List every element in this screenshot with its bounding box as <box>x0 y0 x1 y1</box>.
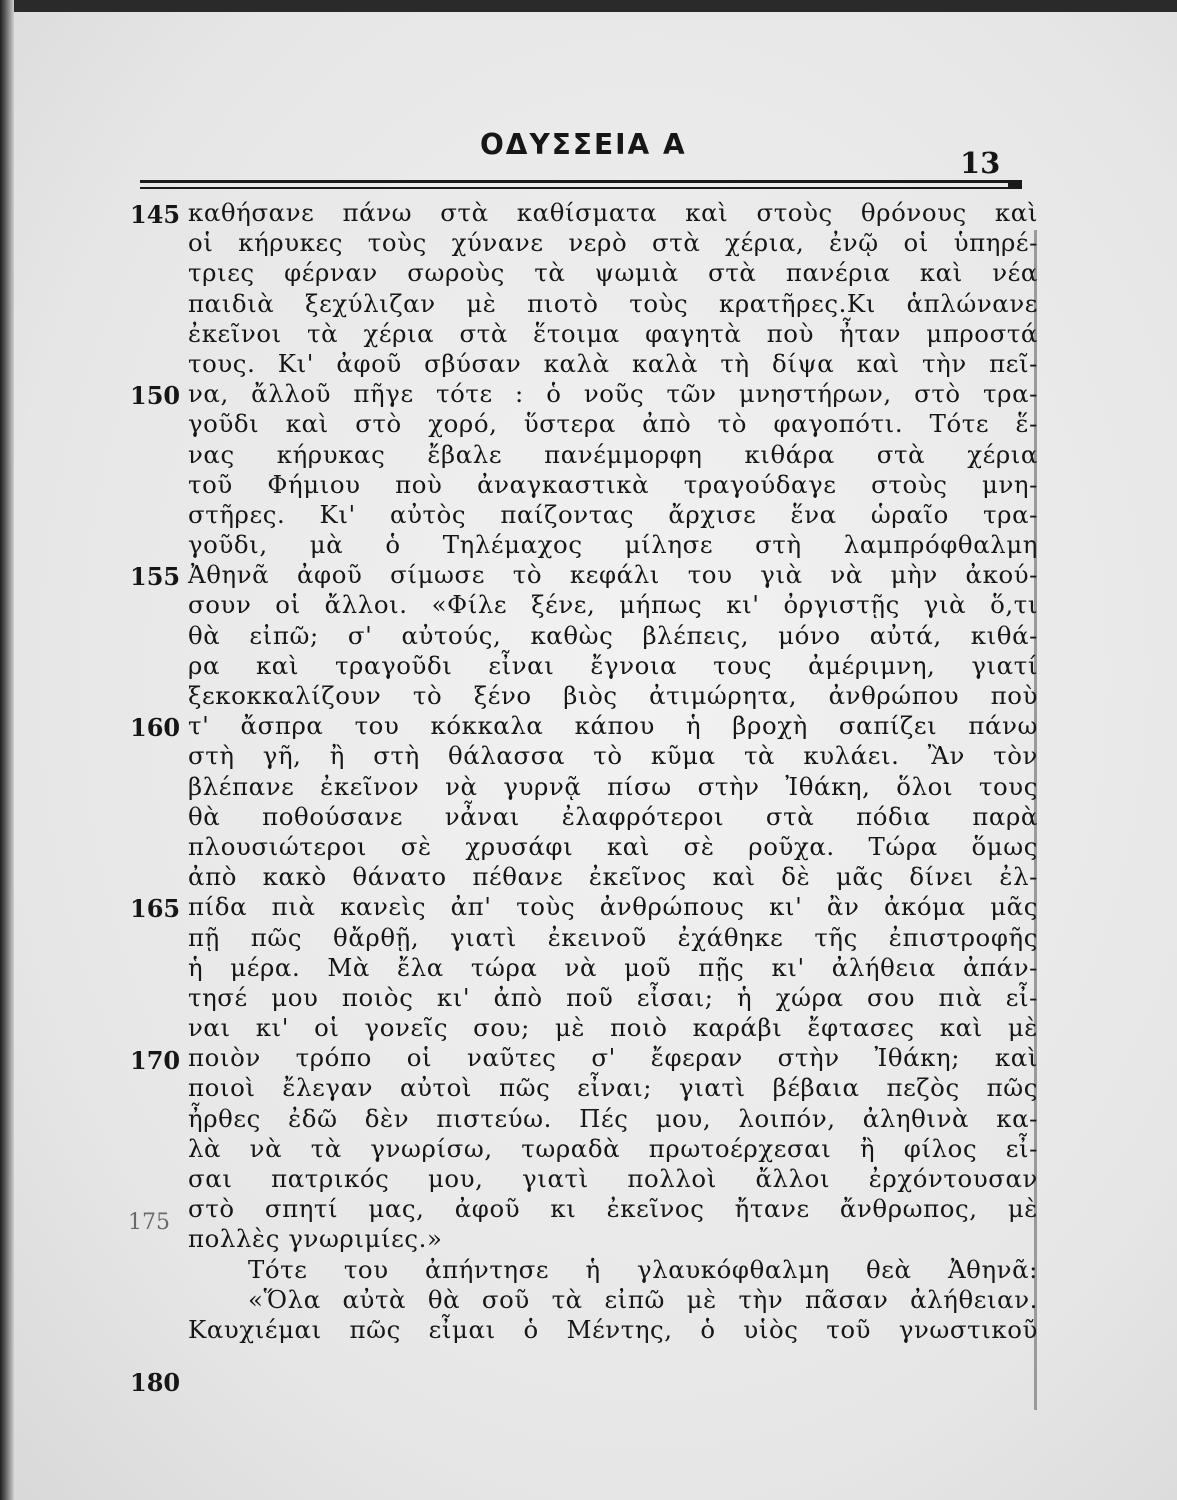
text-line: πλουσιώτεροι σὲ χρυσάφι καὶ σὲ ροῦχα. Τώρα ὅμως <box>188 831 1038 861</box>
text-line: τ' ἄσπρα του κόκκαλα κάπου ἡ βροχὴ σαπίζει πάνω <box>188 711 1038 741</box>
text-line: ἡ μέρα. Μὰ ἔλα τώρα νὰ μοῦ πῇς κι' ἀλήθεια ἀπάν- <box>188 952 1038 982</box>
text-line: ποιοὶ ἔλεγαν αὐτοὶ πῶς εἶναι; γιατὶ βέβαια πεζὸς πῶς <box>188 1073 1038 1103</box>
text-line: ἐκεῖνοι τὰ χέρια στὰ ἕτοιμα φαγητὰ ποὺ ἦταν μπροστά <box>188 318 1038 348</box>
running-header: ΟΔΥΣΣΕΙΑ Α <box>480 128 687 161</box>
text-line: να, ἄλλοῦ πῆγε τότε : ὁ νοῦς τῶν μνηστήρων, στὸ τρα- <box>188 379 1038 409</box>
line-number-170: 170 <box>130 1046 181 1075</box>
text-line: πίδα πιὰ κανεὶς ἀπ' τοὺς ἀνθρώπους κι' ἂν ἀκόμα μᾶς <box>188 892 1038 922</box>
line-number-165: 165 <box>130 894 181 923</box>
text-line: λὰ νὰ τὰ γνωρίσω, τωραδὰ πρωτοέρχεσαι ἢ φίλος εἶ- <box>188 1133 1038 1163</box>
text-line: Καυχιέμαι πῶς εἶμαι ὁ Μέντης, ὁ υἱὸς τοῦ γνωστικοῦ <box>188 1314 1038 1344</box>
scan-left-edge <box>0 0 14 1500</box>
text-line: ναι κι' οἱ γονεῖς σου; μὲ ποιὸ καράβι ἔφτασες καὶ μὲ <box>188 1013 1038 1043</box>
text-line: Ἀθηνᾶ ἀφοῦ σίμωσε τὸ κεφάλι του γιὰ νὰ μὴν ἀκού- <box>188 560 1038 590</box>
text-line: στῆρες. Κι' αὐτὸς παίζοντας ἄρχισε ἕνα ὡραῖο τρα- <box>188 499 1038 529</box>
text-line: στὸ σπητί μας, ἀφοῦ κι ἐκεῖνος ἤτανε ἄνθρωπος, μὲ <box>188 1194 1038 1224</box>
text-line: ἀπὸ κακὸ θάνατο πέθανε ἐκεῖνος καὶ δὲ μᾶς δίνει ἐλ- <box>188 862 1038 892</box>
header-rule-end <box>1008 180 1022 189</box>
text-line: ξεκοκκαλίζουν τὸ ξένο βιὸς ἀτιμώρητα, ἀνθρώπου ποὺ <box>188 681 1038 710</box>
header-rule-thin <box>140 187 1020 189</box>
line-number-150: 150 <box>130 381 181 410</box>
line-number-180: 180 <box>130 1368 181 1397</box>
text-line: ποιὸν τρόπο οἱ ναῦτες σ' ἔφεραν στὴν Ἰθάκη; καὶ <box>188 1043 1038 1073</box>
page-number: 13 <box>960 146 1001 180</box>
scan-top-edge <box>0 0 1177 12</box>
faded-line-number-175: 175 <box>128 1210 170 1235</box>
text-line: Τότε του ἀπήντησε ἡ γλαυκόφθαλμη θεὰ Ἀθηνᾶ: <box>248 1254 1038 1284</box>
line-number-145: 145 <box>130 200 181 229</box>
text-line: θὰ ποθούσανε νἆναι ἐλαφρότεροι στὰ πόδια παρὰ <box>188 801 1038 831</box>
text-line: γοῦδι, μὰ ὁ Τηλέμαχος μίλησε στὴ λαμπρόφθαλμη <box>188 530 1038 560</box>
body-text <box>188 198 1038 1345</box>
line-number-160: 160 <box>130 713 181 742</box>
text-line: ρα καὶ τραγοῦδι εἶναι ἔγνοια τους ἀμέριμνη, γιατί <box>188 650 1038 680</box>
text-line: βλέπανε ἐκεῖνον νὰ γυρνᾷ πίσω στὴν Ἰθάκη, ὅλοι τους <box>188 771 1038 801</box>
text-line: σουν οἱ ἄλλοι. «Φίλε ξένε, μήπως κι' ὀργιστῇς γιὰ ὅ,τι <box>188 590 1038 620</box>
text-line: στὴ γῆ, ἢ στὴ θάλασσα τὸ κῦμα τὰ κυλάει. Ἂν τὸν <box>188 741 1038 771</box>
text-line: τησέ μου ποιὸς κι' ἀπὸ ποῦ εἶσαι; ἡ χώρα σου πιὰ εἶ- <box>188 982 1038 1012</box>
text-line: θὰ εἰπῶ; σ' αὐτούς, καθὼς βλέπεις, μόνο αὐτά, κιθά- <box>188 620 1038 650</box>
text-line: τοῦ Φήμιου ποὺ ἀναγκαστικὰ τραγούδαγε στοὺς μνη- <box>188 469 1038 499</box>
text-line: τριες φέρναν σωροὺς τὰ ψωμιὰ στὰ πανέρια καὶ νέα <box>188 258 1038 288</box>
text-line: τους. Κι' ἀφοῦ σβύσαν καλὰ καλὰ τὴ δίψα καὶ τὴν πεῖ- <box>188 348 1038 378</box>
text-line: ἦρθες ἐδῶ δὲν πιστεύω. Πές μου, λοιπόν, ἀληθινὰ κα- <box>188 1103 1038 1133</box>
text-line: νας κήρυκας ἔβαλε πανέμμορφη κιθάρα στὰ χέρια <box>188 439 1038 469</box>
line-number-155: 155 <box>130 562 181 591</box>
text-line: οἱ κήρυκες τοὺς χύνανε νερὸ στὰ χέρια, ἐνῷ οἱ ὑπηρέ- <box>188 228 1038 258</box>
text-line: σαι πατρικός μου, γιατὶ πολλοὶ ἄλλοι ἐρχόντουσαν <box>188 1164 1038 1193</box>
text-line: πῇ πῶς θἄρθῇ, γιατὶ ἐκεινοῦ ἐχάθηκε τῆς ἐπιστροφῆς <box>188 922 1038 952</box>
text-line: «Ὅλα αὐτὰ θὰ σοῦ τὰ εἰπῶ μὲ τὴν πᾶσαν ἀλήθειαν. <box>248 1284 1038 1314</box>
text-line: πολλὲς γνωριμίες.» <box>188 1224 443 1254</box>
text-line: γοῦδι καὶ στὸ χορό, ὕστερα ἀπὸ τὸ φαγοπότι. Τότε ἕ- <box>188 409 1038 439</box>
text-line: παιδιὰ ξεχύλιζαν μὲ πιοτὸ τοὺς κρατῆρες.Κι ἁπλώνανε <box>188 288 1038 318</box>
text-line: καθήσανε πάνω στὰ καθίσματα καὶ στοὺς θρόνους καὶ <box>188 198 1038 227</box>
header-rule-thick <box>140 180 1020 183</box>
